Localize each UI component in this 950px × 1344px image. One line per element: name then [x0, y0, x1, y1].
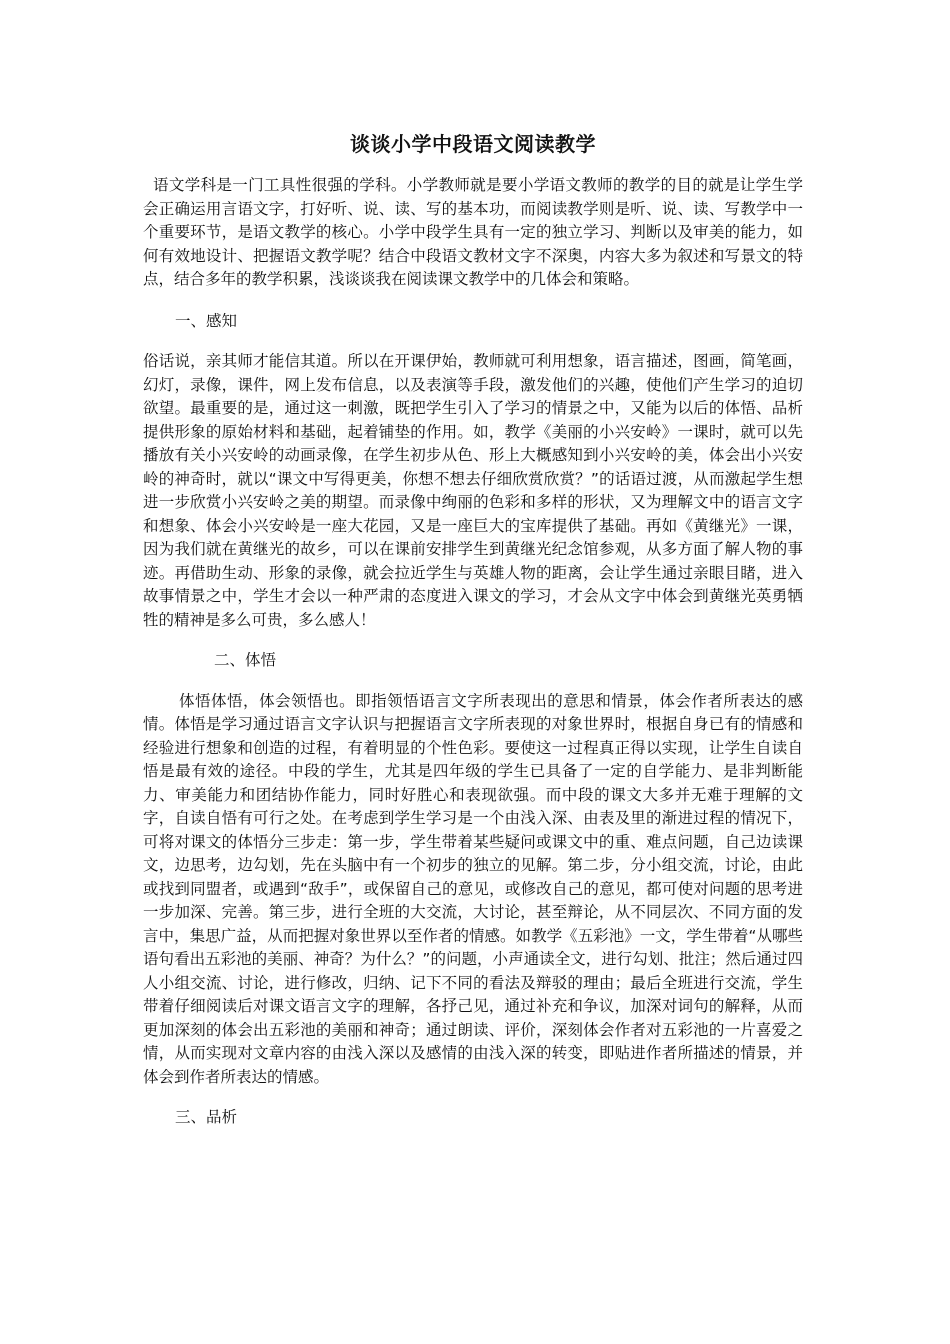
section-body-perception: 俗话说，亲其师才能信其道。所以在开课伊始，教师就可利用想象，语言描述，图画，简笔画，幻灯，录像，课件，网上发布信息，以及表演等手段，激发他们的兴趣，使他们产生学习的迫切欲望。最重要的是，通过这一刺激，既把学生引入了学习的情景之中，又能为以后的体悟、品析提供形象的原始材料和基础，起着铺垫的作用。如，教学《美丽的小兴安岭》一课时，就可以先播放有关小兴安岭的动画录像，在学生初步从色、形上大概感知到小兴安岭的美，体会出小兴安岭的神奇时，就以“课文中写得更美，你想不想去仔细欣赏欣赏？”的话语过渡，从而激起学生想进一步欣赏小兴安岭之美的期望。而录像中绚丽的色彩和多样的形状，又为理解文中的语言文字和想象、体会小兴安岭是一座大花园，又是一座巨大的宝库提供了基础。再如《黄继光》一课，因为我们就在黄继光的故乡，可以在课前安排学生到黄继光纪念馆参观，从多方面了解人物的事迹。再借助生动、形象的录像，就会拉近学生与英雄人物的距离，会让学生通过亲眼目睹，进入故事情景之中，学生才会以一种严肃的态度进入课文的学习，才会从文字中体会到黄继光英勇牺牲的精神是多么可贵，多么感人！: [143, 352, 803, 629]
document-page: [143, 128, 803, 1130]
intro-paragraph: 语文学科是一门工具性很强的学科。小学教师就是要小学语文教师的教学的目的就是让学生学会正确运用言语文字，打好听、说、读、写的基本功，而阅读教学则是听、说、读、写教学中一个重要环节，是语文教学的核心。小学中段学生具有一定的独立学习、判断以及审美的能力，如何有效地设计、把握语文教学呢？结合中段语文教材文字不深奥，内容大多为叙述和写景文的特点，结合多年的教学积累，浅谈谈我在阅读课文教学中的几体会和策略。: [143, 176, 803, 288]
section-heading-analysis: 三、品析: [175, 1108, 238, 1126]
document-title: 谈谈小学中段语文阅读教学: [350, 132, 596, 156]
section-heading-perception: 一、感知: [175, 311, 238, 330]
section-heading-comprehension: 二、体悟: [214, 651, 277, 669]
section-body-comprehension: 体悟体悟，体会领悟也。即指领悟语言文字所表现出的意思和情景，体会作者所表达的感情。体悟是学习通过语言文字认识与把握语言文字所表现的对象世界时，根据自身已有的情感和经验进行想象和创造的过程，有着明显的个性色彩。要使这一过程真正得以实现，让学生自读自悟是最有效的途径。中段的学生，尤其是四年级的学生已具备了一定的自学能力、是非判断能力、审美能力和团结协作能力，同时好胜心和表现欲强。而中段的课文大多并无难于理解的文字，自读自悟有可行之处。在考虑到学生学习是一个由浅入深、由表及里的渐进过程的情况下，可将对课文的体悟分三步走：第一步，学生带着某些疑问或课文中的重、难点问题，自己边读课文，边思考，边勾划，先在头脑中有一个初步的独立的见解。第二步，分小组交流，讨论，由此或找到同盟者，或遇到“敌手”，或保留自己的意见，或修改自己的意见，都可使对问题的思考进一步加深、完善。第三步，进行全班的大交流，大讨论，甚至辩论，从不同层次、不同方面的发言中，集思广益，从而把握对象世界以至作者的情感。如教学《五彩池》一文，学生带着“从哪些语句看出五彩池的美丽、神奇？为什么？”的问题，小声通读全文，进行勾划、批注；然后通过四人小组交流、讨论，进行修改，归纳、记下不同的看法及辩驳的理由；最后全班进行交流，学生带着仔细阅读后对课文语言文字的理解，各抒己见，通过补充和争议，加深对词句的解释，从而更加深刻的体会出五彩池的美丽和神奇；通过朗读、评价，深刻体会作者对五彩池的一片喜爱之情，从而实现对文章内容的由浅入深以及感情的由浅入深的转变，即贴进作者所描述的情景，并体会到作者所表达的情感。: [143, 691, 803, 1086]
